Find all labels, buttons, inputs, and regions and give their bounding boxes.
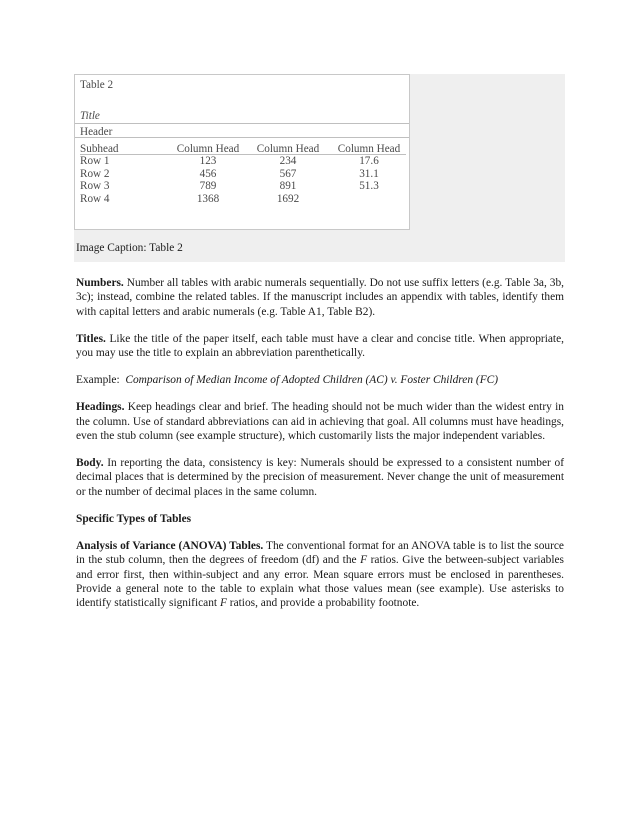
table-column-head: Column Head [244,143,332,155]
table-cell: 234 [279,155,297,168]
table-cell: 1368 [196,192,220,205]
anova-heading: Analysis of Variance (ANOVA) Tables. [76,539,264,552]
body-text: In reporting the data, consistency is key: Numerals should be expressed to a consistent number of decimal places that is determined by the precision of measurement. Never change the unit of measurement or the number of decimal places in the same column. [76,457,565,498]
paragraph-headings [76,400,564,443]
table-rule [75,123,409,124]
table-cell: 31.1 [359,167,379,180]
anova-f-symbol: F [219,597,227,610]
table-grid [80,143,406,205]
paragraph-body [76,456,564,499]
specific-types-heading: Specific Types of Tables [76,512,192,525]
table-column-head: Column Head [172,143,244,155]
body-heading: Body. [76,457,104,470]
example-title: Comparison of Median Income of Adopted Children (AC) v. Foster Children (FC) [125,374,499,387]
table-cell: Row 3 [80,180,110,193]
table-image [74,74,410,230]
paragraph-anova [76,539,564,611]
paragraph-titles [76,332,564,361]
table-cell: Row 4 [80,192,110,205]
table-cell: 567 [279,167,297,180]
table-cell: 789 [199,180,217,193]
paragraph-numbers [76,276,564,319]
table-cell: 891 [279,180,297,193]
titles-heading: Titles. [76,332,106,345]
numbers-text: Number all tables with arabic numerals sequentially. Do not use suffix letters (e.g. Table 3a, 3b, 3c); instead, combine the related tables. If the manuscript includes an appendix with tables, identify them with capital letters and arabic numerals (e.g. Table A1, Table B2). [76,277,564,318]
anova-text: The conventional format for an ANOVA table is to list the source in the stub column, then the degrees of freedom (df) and the [76,539,564,567]
table-cell: 1692 [276,192,300,205]
paragraph-example [76,373,564,387]
table-column-head: Subhead [80,143,172,155]
image-caption: Image Caption: Table 2 [76,242,183,254]
table-cell: 51.3 [359,180,379,193]
numbers-heading: Numbers. [76,277,124,289]
table-cell: Row 2 [80,167,110,180]
table-title: Title [80,110,100,122]
document-body [76,276,564,623]
anova-f-symbol: F [360,554,368,567]
table-cell [332,193,406,205]
table-column-head: Column Head [332,143,406,155]
paragraph-specific [76,512,564,526]
table-label: Table 2 [80,79,114,91]
table-cell: 456 [199,167,217,180]
titles-text: Like the title of the paper itself, each table must have a clear and concise title. When appropriate, you may use the title to explain an abbreviation parenthetically. [76,332,564,360]
example-label: Example: [76,374,120,387]
table-header: Header [80,126,113,138]
table-cell: 123 [199,155,217,168]
headings-text: Keep headings clear and brief. The heading should not be much wider than the widest entry in the column. Use of standard abbreviations can aid in achieving that goal. All columns must have headings, even the stub column (see example structure), which customarily lists the major independent variables. [76,401,564,443]
table-cell: Row 1 [80,155,110,168]
anova-text: ratios. Give the between-subject variables and error first, then within-subject and any error. Mean square errors must be enclosed in parentheses. Provide a general note to the table to explain what those values mean (see example). Use asterisks to identify statistically significant [76,554,564,610]
anova-text: ratios, and provide a probability footnote. [229,597,420,610]
headings-heading: Headings. [76,401,125,414]
table-rule [75,137,409,138]
table-cell: 17.6 [359,155,379,168]
